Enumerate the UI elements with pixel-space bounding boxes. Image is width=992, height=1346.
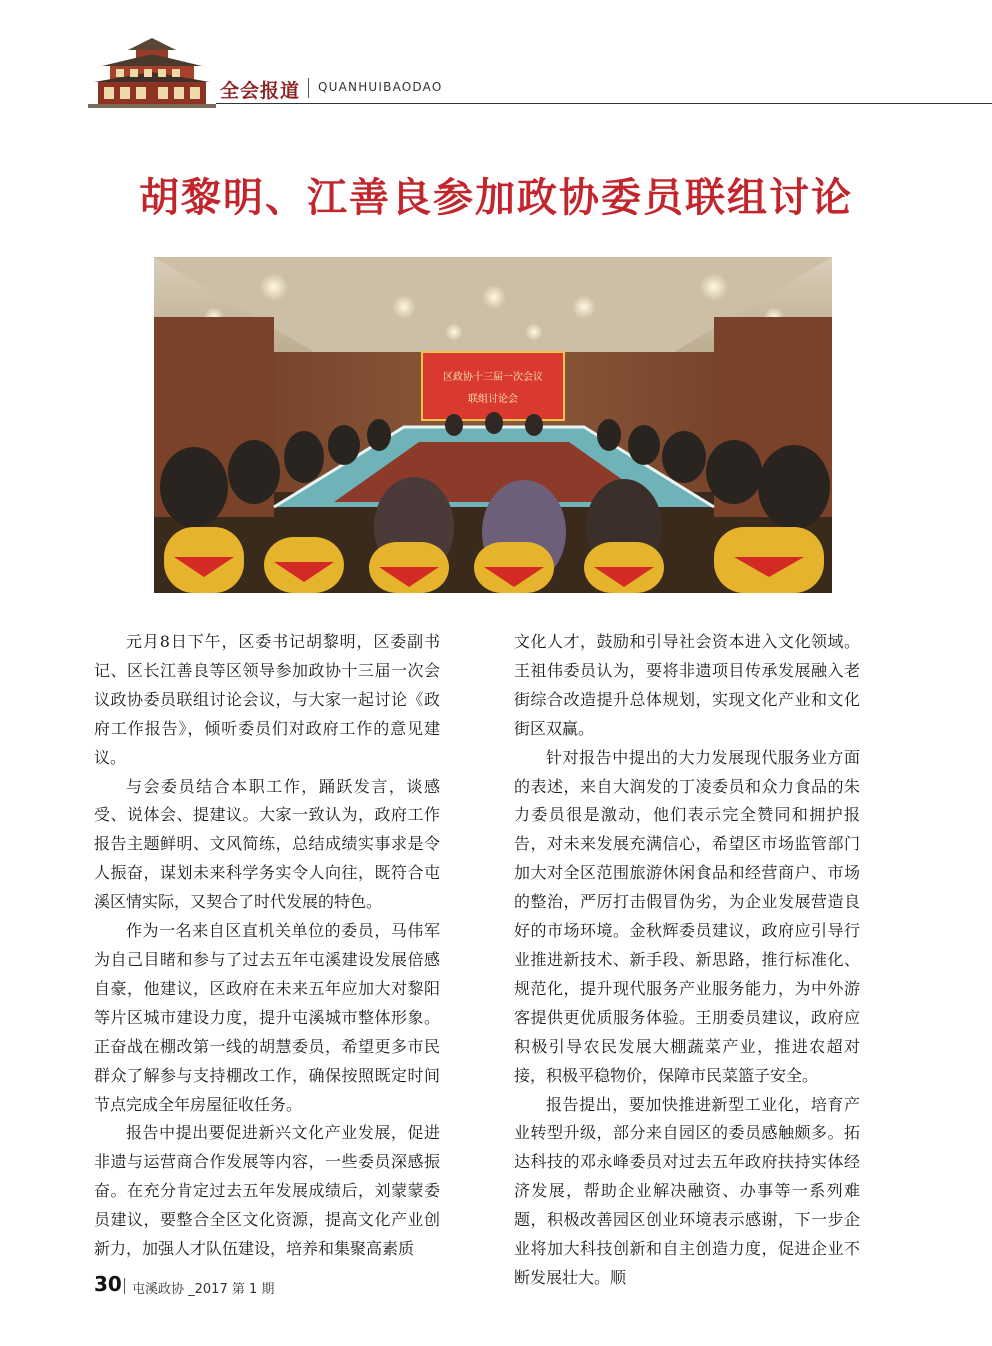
article-title: 胡黎明、江善良参加政协委员联组讨论 — [139, 175, 853, 221]
page-header — [0, 30, 992, 110]
paragraph: 与会委员结合本职工作，踊跃发言，谈感受、说体会、提建议。大家一致认为，政府工作报告主题鲜明、文风简练，总结成绩实事求是令人振奋，谋划未来科学务实令人向往，既符合屯溪区情实际，又契合了时代发展的特色。 — [94, 776, 440, 912]
section-title: 全会报道 — [220, 80, 301, 102]
section-pinyin: QUANHUIBAODAO — [318, 80, 443, 94]
pavilion-icon — [88, 36, 216, 108]
paragraph: 报告提出，要加快推进新型工业化，培育产业转型升级，部分来自园区的委员感触颇多。拓达科技的邓永峰委员对过去五年政府扶持实体经济发展，帮助企业解决融资、办事等一系列难题，积极改善园区创业环境表示感谢，下一步企业将加大科技创新和自主创造力度，促进企业不断发展壮大。顺 — [514, 1094, 860, 1287]
banner-line1: 区政协十三届一次会议 — [443, 372, 543, 383]
paragraph: 元月8日下午，区委书记胡黎明，区委副书记、区长江善良等区领导参加政协十三届一次会议政协委员联组讨论会议，与大家一起讨论《政府工作报告》，倾听委员们对政府工作的意见建议。 — [94, 632, 440, 767]
paragraph: 报告中提出要促进新兴文化产业发展，促进非遗与运营商合作发展等内容，一些委员深感振奋。在充分肯定过去五年发展成绩后，刘蒙蒙委员建议，要整合全区文化资源，提高文化产业创新力，加强人才队伍建设，培养和集聚高素质 — [94, 1123, 440, 1259]
article-column-right — [514, 628, 860, 1293]
footer-divider — [124, 1278, 125, 1294]
paragraph: 针对报告中提出的大力发展现代服务业方面的表述，来自大润发的丁凌委员和众力食品的朱力委员很是激动，他们表示完全赞同和拥护报告，对未来发展充满信心，希望区市场监管部门加大对全区范围旅游休闲食品和经营商户、市场的整治，严厉打击假冒伪劣，为企业发展营造良好的市场环境。金秋辉委员建议，政府应引导行业推进新技术、新手段、新思路，推行标准化、规范化，提升现代服务产业服务能力，为中外游客提供更优质服务体验。王朋委员建议，政府应积极引导农民发展大棚蔬菜产业，推进农超对接，积极平稳物价，保障市民菜篮子安全。 — [514, 747, 860, 1085]
paragraph: 作为一名来自区直机关单位的委员，马伟军为自己目睹和参与了过去五年屯溪建设发展倍感自豪，他建议，区政府在未来五年应加大对黎阳等片区城市建设力度，提升屯溪城市整体形象。正奋战在棚改第一线的胡慧委员，希望更多市民群众了解参与支持棚改工作，确保按照既定时间节点完成全年房屋征收任务。 — [94, 921, 440, 1114]
banner-line2: 联组讨论会 — [468, 394, 518, 405]
header-divider — [308, 78, 309, 98]
publication-info: 屯溪政协 _2017 第 1 期 — [132, 1282, 275, 1297]
header-rule — [216, 103, 992, 104]
paragraph-continuation: 文化人才，鼓励和引导社会资本进入文化领域。王祖伟委员认为，要将非遗项目传承发展融入老街综合改造提升总体规划，实现文化产业和文化街区双赢。 — [514, 632, 860, 738]
meeting-photo — [154, 257, 832, 593]
article-column-left — [94, 628, 440, 1264]
page-number: 30 — [94, 1272, 122, 1296]
